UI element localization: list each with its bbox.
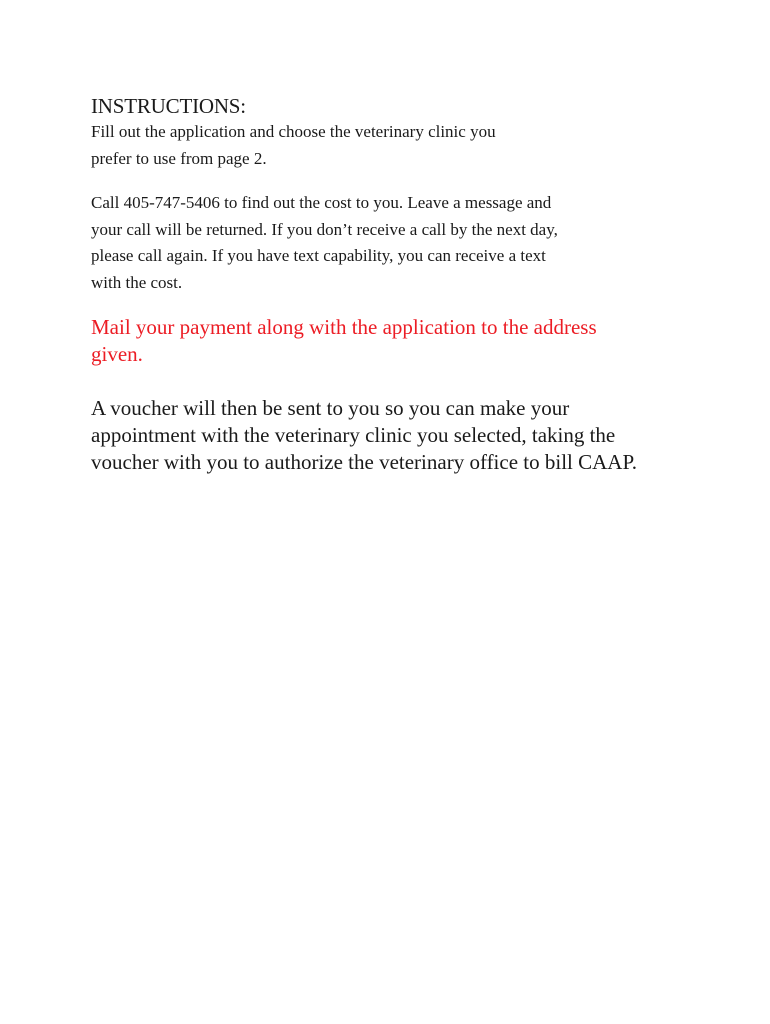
text-line: prefer to use from page 2. [91,148,267,168]
text-line: with the cost. [91,272,183,292]
mail-payment-paragraph [91,314,691,368]
call-instructions-paragraph [91,190,691,296]
instructions-section [91,94,691,476]
application-instructions-paragraph [91,119,691,172]
text-line: Fill out the application and choose the veterinary clinic you [91,122,496,141]
text-line: Mail your payment along with the application to the address [91,315,597,339]
text-line: please call again. If you have text capability, you can receive a text [91,246,546,265]
text-line: voucher with you to authorize the veterinary office to bill CAAP. [91,450,638,474]
text-line: given. [91,342,143,366]
text-line: appointment with the veterinary clinic you selected, taking the [91,423,616,447]
instructions-heading: INSTRUCTIONS: [91,94,246,118]
text-line: your call will be returned. If you don’t receive a call by the next day, [91,219,558,239]
voucher-paragraph [91,395,691,476]
text-line: Call 405-747-5406 to find out the cost to you. Leave a message and [91,193,552,212]
text-line: A voucher will then be sent to you so you can make your [91,396,570,420]
